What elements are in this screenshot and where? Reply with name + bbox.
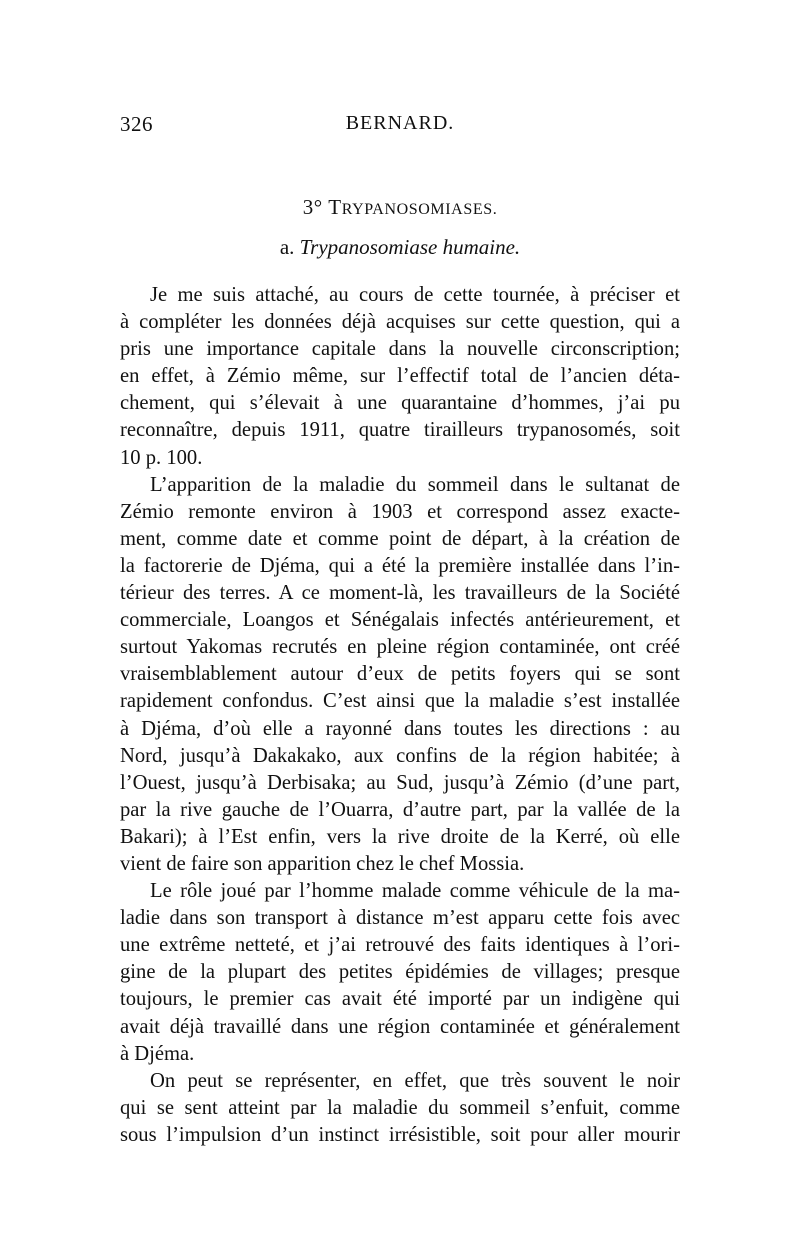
text-line: commerciale, Loangos et Sénégalais infectés antérieurement, et [120,609,680,632]
section-title [120,195,680,220]
text-line: Le rôle joué par l’homme malade comme véhicule de la ma- [150,880,680,903]
text-line: une extrême netteté, et j’ai retrouvé des faits identiques à l’ori- [120,934,680,957]
subsection-label: a. [279,235,295,259]
body-text [120,282,680,1149]
text-line: térieur des terres. A ce moment-là, les travailleurs de la Société [120,582,680,605]
text-line: toujours, le premier cas avait été importé par un indigène qui [120,988,680,1011]
text-line: chement, qui s’élevait à une quarantaine d’hommes, j’ai pu [120,392,680,415]
text-line: sous l’impulsion d’un instinct irrésistible, soit pour aller mourir [120,1123,680,1146]
page-header [120,112,680,142]
text-line: ladie dans son transport à distance m’est apparu cette fois avec [120,907,680,930]
section-number: 3° [302,195,323,219]
text-line: vraisemblablement autour d’eux de petits foyers qui se sont [120,663,680,686]
text-line: Bakari); à l’Est enfin, vers la rive droite de la Kerré, où elle [120,825,680,848]
text-line: à Djéma, d’où elle a rayonné dans toutes les directions : au [120,717,680,740]
text-line: ment, comme date et comme point de départ, à la création de [120,527,680,550]
subsection-title [120,235,680,260]
text-line: avait déjà travaillé dans une région contaminée et généralement [120,1015,680,1038]
text-line: gine de la plupart des petites épidémies de villages; presque [120,961,680,984]
text-line: L’apparition de la maladie du sommeil dans le sultanat de [150,473,680,496]
text-line: pris une importance capitale dans la nouvelle circonscription; [120,338,680,361]
text-line: reconnaître, depuis 1911, quatre tirailleurs trypanosomés, soit [120,419,680,442]
text-line: Je me suis attaché, au cours de cette tournée, à préciser et [150,284,680,306]
subsection-title-text: Trypanosomiase humaine. [299,235,521,259]
text-line: Zémio remonte environ à 1903 et correspond assez exacte- [120,500,680,523]
text-line: à compléter les données déjà acquises sur cette question, qui a [120,311,680,334]
text-line: rapidement confondus. C’est ainsi que la maladie s’est installée [120,690,680,713]
section-title-initial: T [328,195,342,219]
running-head: BERNARD. [345,112,455,134]
text-line: à Djéma. [120,1042,195,1065]
text-line: la factorerie de Djéma, qui a été la première installée dans l’in- [120,554,680,577]
section-title-rest: RYPANOSOMIASES. [341,201,498,218]
page-number: 326 [120,112,153,136]
text-line: 10 p. 100. [120,446,203,469]
text-line: Nord, jusqu’à Dakakako, aux confins de la région habitée; à [120,744,680,767]
text-line: qui se sent atteint par la maladie du sommeil s’enfuit, comme [120,1096,680,1119]
text-line: par la rive gauche de l’Ouarra, d’autre part, par la vallée de la [120,798,680,821]
text-line: surtout Yakomas recrutés en pleine région contaminée, ont créé [120,636,680,659]
text-line: en effet, à Zémio même, sur l’effectif total de l’ancien déta- [120,365,680,388]
text-line: l’Ouest, jusqu’à Derbisaka; au Sud, jusqu’à Zémio (d’une part, [120,771,680,794]
text-line: On peut se représenter, en effet, que très souvent le noir [150,1069,680,1092]
text-line: vient de faire son apparition chez le chef Mossia. [120,852,525,875]
